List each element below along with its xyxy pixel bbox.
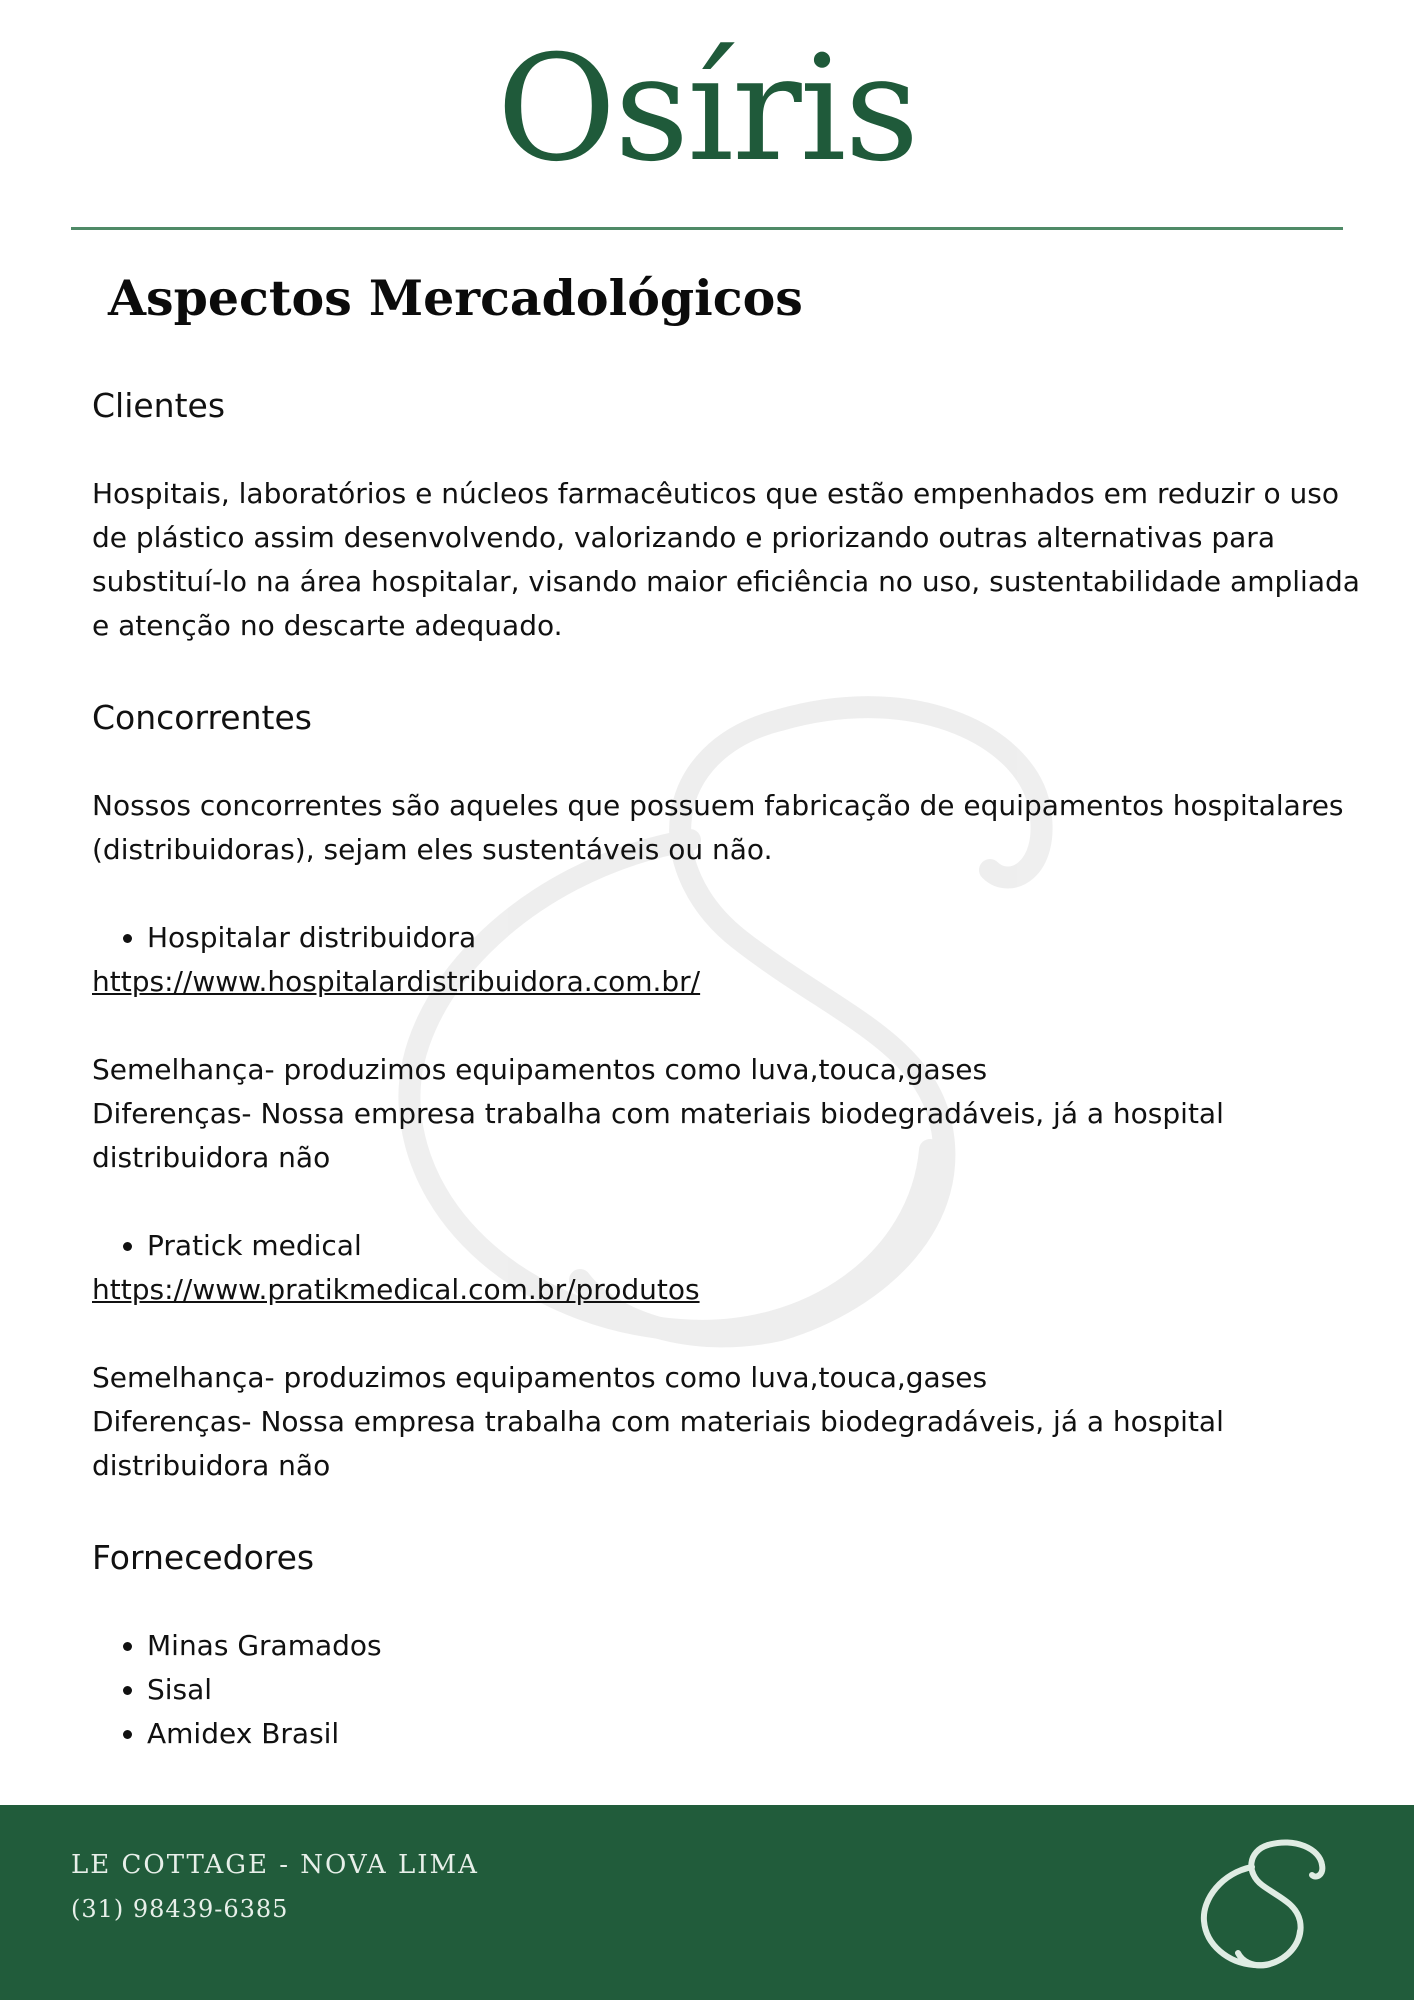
footer-address: LE COTTAGE - NOVA LIMA (71, 1850, 479, 1880)
clients-heading: Clientes (92, 386, 226, 425)
competitor-list-1 (92, 916, 1382, 960)
suppliers-heading: Fornecedores (92, 1538, 315, 1577)
supplier-item: • Minas Gramados (147, 1624, 1382, 1668)
competitor-name: • Hospitalar distribuidora (147, 916, 1382, 960)
competitor-list-2 (92, 1224, 1382, 1268)
competitor-difference: Diferenças- Nossa empresa trabalha com materiais biodegradáveis, já a hospital distribuidora não (92, 1405, 1224, 1482)
competitor-link[interactable]: https://www.pratikmedical.com.br/produtos (92, 1273, 700, 1306)
competitors-heading: Concorrentes (92, 698, 312, 737)
competitors-intro: Nossos concorrentes são aqueles que possuem fabricação de equipamentos hospitalares (distribuidoras), sejam eles sustentáveis ou não. (92, 789, 1344, 866)
footer-phone: (31) 98439-6385 (71, 1895, 289, 1923)
competitor-similarity: Semelhança- produzimos equipamentos como luva,touca,gases (92, 1361, 988, 1394)
footer-logo-icon (1190, 1827, 1340, 1977)
brand-title: Osíris (496, 24, 918, 194)
competitor-name: • Pratick medical (147, 1224, 1382, 1268)
footer-bar (0, 1805, 1414, 2000)
section-title: Aspectos Mercadológicos (108, 269, 803, 327)
clients-text: Hospitais, laboratórios e núcleos farmacêuticos que estão empenhados em reduzir o uso de plástico assim desenvolvendo, valorizando e priorizando outras alternativas para substituí-lo na área hospitalar, visando maior eficiência no uso, sustentabilidade ampliada e atenção no descarte adequado. (92, 477, 1360, 642)
competitor-difference: Diferenças- Nossa empresa trabalha com materiais biodegradáveis, já a hospital distribuidora não (92, 1097, 1224, 1174)
main-content (92, 380, 1382, 1756)
supplier-item: • Amidex Brasil (147, 1712, 1382, 1756)
supplier-item: • Sisal (147, 1668, 1382, 1712)
suppliers-list (92, 1624, 1382, 1756)
header-divider (71, 227, 1343, 230)
competitor-link[interactable]: https://www.hospitalardistribuidora.com.br/ (92, 965, 701, 998)
competitor-similarity: Semelhança- produzimos equipamentos como luva,touca,gases (92, 1053, 988, 1086)
